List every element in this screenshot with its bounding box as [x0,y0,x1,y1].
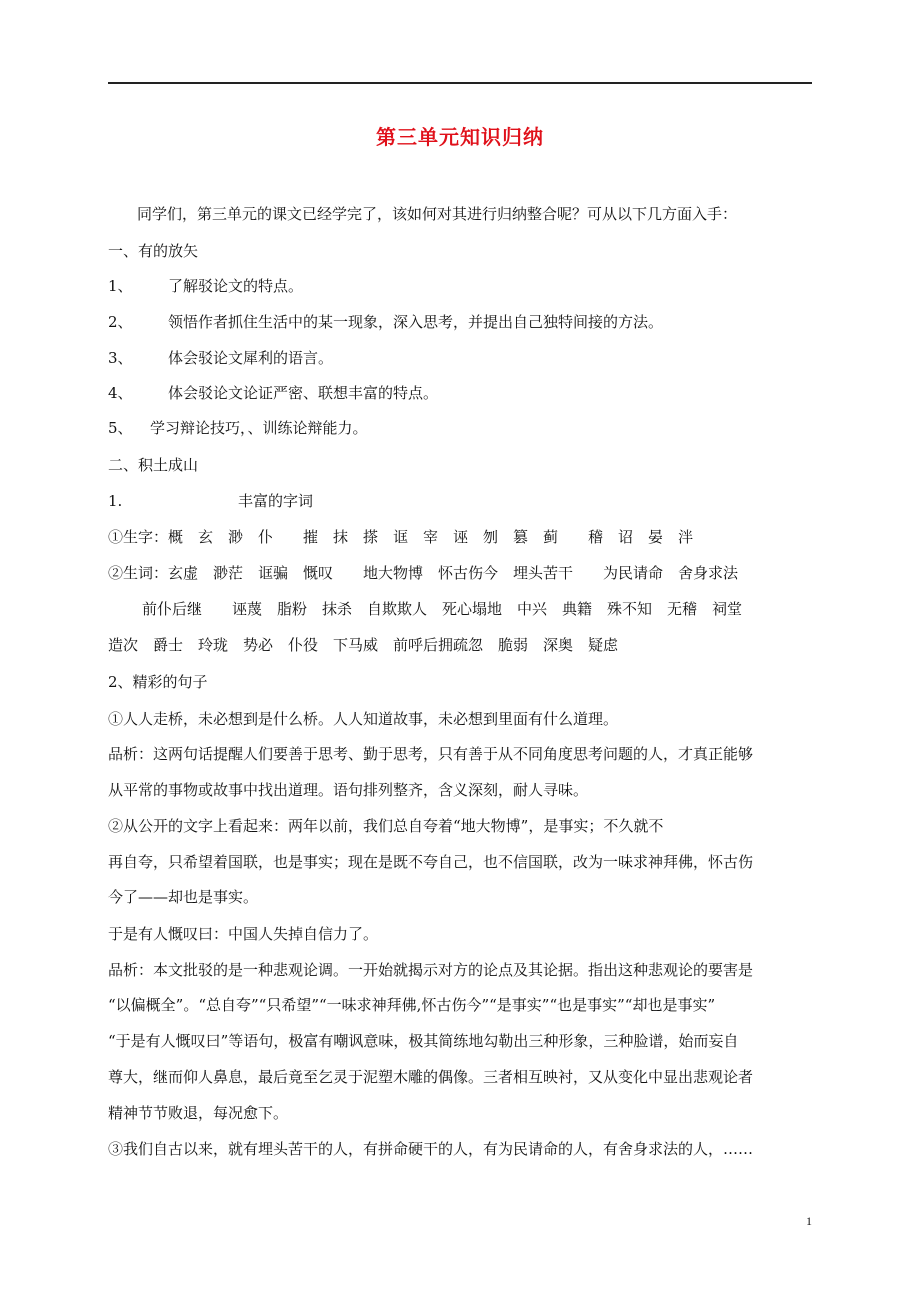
goal-item [108,311,820,333]
subsection-sentences: 2、精彩的句子 [108,673,208,691]
goal-item-text: 学习辩论技巧，、训练论辩能力。 [150,419,368,437]
sentence-quote: ②从公开的文字上看起来：两年以前，我们总自夸着“地大物博”，是事实；不久就不 [108,817,664,835]
header-rule [108,82,812,84]
new-words-line: 前仆后继 诬蔑 脂粉 抹杀 自欺欺人 死心塌地 中兴 典籍 殊不知 无稽 祠堂 [142,600,743,618]
goal-item-number: 3、 [108,349,133,367]
new-characters: ①生字：概 玄 渺 仆 摧 抹 搽 诓 宰 诬 刎 篡 蓟 稽 诏 晏 泮 [108,528,694,546]
goal-item-text: 了解驳论文的特点。 [168,277,304,295]
goal-item-number: 4、 [108,384,133,402]
subsection-number: 1. [108,492,123,510]
new-words-line: 造次 爵士 玲珑 势必 仆役 下马威 前呼后拥疏忽 脆弱 深奥 疑虑 [108,636,619,654]
subsection-title: 丰富的字词 [238,492,314,510]
goal-item-text: 体会驳论文犀利的语言。 [168,349,334,367]
analysis-text: “于是有人慨叹曰”等语句，极富有嘲讽意味，极其简练地勾勒出三种形象，三种脸谱，始而妄自 [108,1032,739,1050]
analysis-text: “以偏概全”。“总自夸”“只希望”“一味求神拜佛,怀古伤今”“是事实”“也是事实”“却也是事实” [108,996,716,1014]
analysis-text: 品析：本文批驳的是一种悲观论调。一开始就揭示对方的论点及其论据。指出这种悲观论的要害是 [108,961,754,979]
goal-item [108,382,820,404]
goal-item-text: 领悟作者抓住生活中的某一现象，深入思考，并提出自己独特间接的方法。 [168,313,664,331]
sentence-quote: ③我们自古以来，就有埋头苦干的人，有拼命硬干的人，有为民请命的人，有舍身求法的人，…… [108,1140,754,1158]
analysis-text: 精神节节败退，每况愈下。 [108,1104,289,1122]
sentence-quote: 今了——却也是事实。 [108,888,259,906]
section2-heading: 二、积土成山 [108,456,199,474]
goal-item [108,347,820,369]
subsection-vocab [108,490,820,512]
analysis-text: 品析：这两句话提醒人们要善于思考、勤于思考，只有善于从不同角度思考问题的人，才真正能够 [108,745,754,763]
goal-item-number: 1、 [108,277,133,295]
page-number: 1 [806,1214,812,1228]
sentence-quote: 于是有人慨叹曰：中国人失掉自信力了。 [108,925,379,943]
new-words-line: ②生词：玄虚 渺茫 诓骗 慨叹 地大物博 怀古伤今 埋头苦干 为民请命 舍身求法 [108,564,739,582]
goal-item [108,417,820,439]
goal-item-number: 5、 [108,419,133,437]
goal-item-text: 体会驳论文论证严密、联想丰富的特点。 [168,384,439,402]
sentence-quote: 再自夸，只希望着国联，也是事实；现在是既不夸自己，也不信国联，改为一味求神拜佛，怀古伤 [108,853,754,871]
goal-item-number: 2、 [108,313,133,331]
section1-heading: 一、有的放矢 [108,242,199,260]
analysis-text: 尊大，继而仰人鼻息，最后竟至乞灵于泥塑木雕的偶像。三者相互映衬，又从变化中显出悲观论者 [108,1068,754,1086]
intro-paragraph: 同学们，第三单元的课文已经学完了，该如何对其进行归纳整合呢？可从以下几方面入手： [137,205,738,223]
goal-item [108,275,820,297]
analysis-text: 从平常的事物或故事中找出道理。语句排列整齐，含义深刻，耐人寻味。 [108,781,589,799]
document-title: 第三单元知识归纳 [376,125,544,149]
sentence-quote: ①人人走桥，未必想到是什么桥。人人知道故事，未必想到里面有什么道理。 [108,710,619,728]
